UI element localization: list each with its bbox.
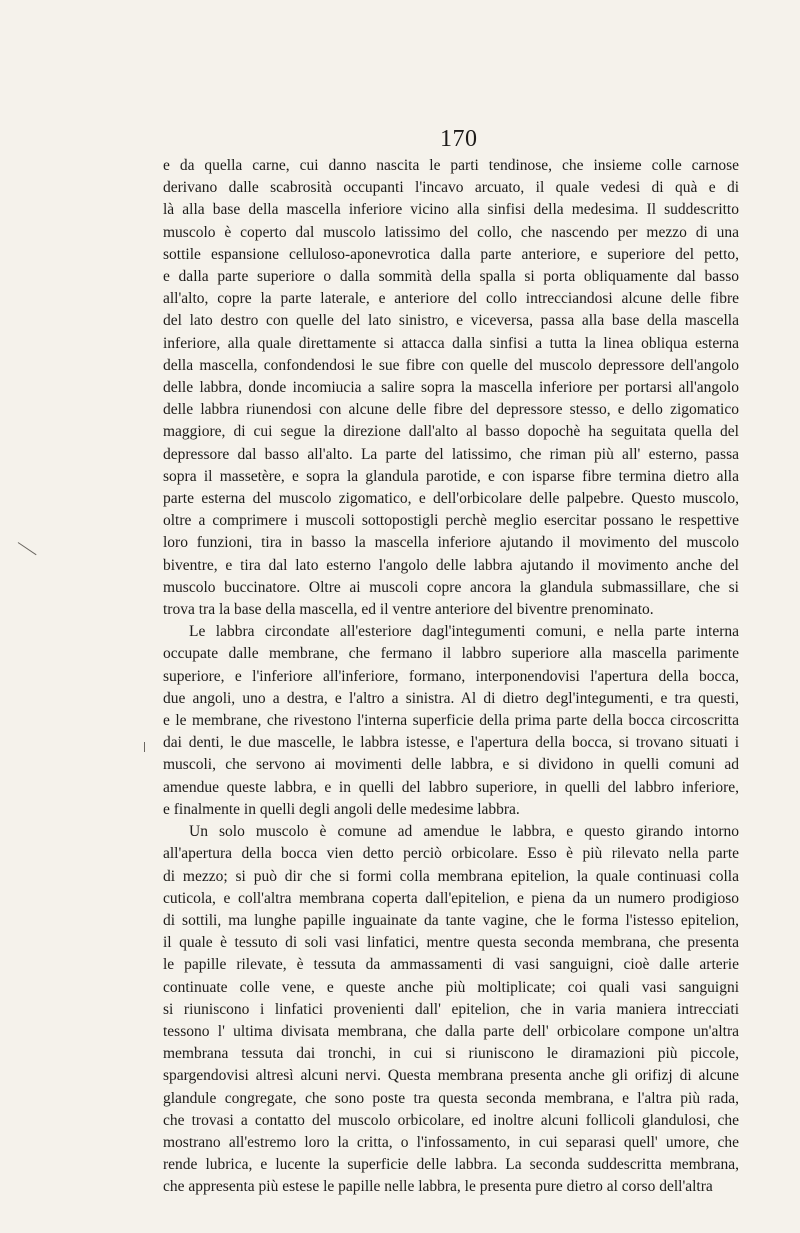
text-line: che trovasi a contatto del muscolo orbicolare, ed inoltre alcuni follicoli glandulosi, che bbox=[163, 1111, 739, 1129]
text-line: amendue queste labbra, e in quelli del labbro superiore, in quelli del labbro inferiore, bbox=[163, 778, 739, 796]
text-line: muscolo è coperto dal muscolo latissimo del collo, che nascendo per mezzo di una bbox=[163, 223, 739, 241]
text-line: derivano dalle scabrosità occupanti l'incavo arcuato, il quale vedesi di quà e di bbox=[163, 179, 739, 197]
text-line: e da quella carne, cui danno nascita le parti tendinose, che insieme colle carnose bbox=[163, 157, 739, 174]
text-line: rende lubrica, e lucente la superficie delle labbra. La seconda suddescritta membrana, bbox=[163, 1156, 739, 1174]
text-line: delle labbra, donde incomiucia a salire sopra la mascella inferiore per portarsi all'angolo bbox=[163, 379, 739, 397]
text-line: si riuniscono i linfatici provenienti dall' epitelion, che in varia maniera intrecciati bbox=[163, 1000, 739, 1018]
text-line: due angoli, uno a destra, e l'altro a sinistra. Al di dietro degl'integumenti, e tra questi, bbox=[163, 689, 739, 707]
text-line: spargendovisi altresì alcuni nervi. Questa membrana presenta anche gli orifizj di alcune bbox=[163, 1067, 739, 1085]
text-line: e le membrane, che rivestono l'interna superficie della prima parte della bocca circoscritta bbox=[163, 712, 739, 730]
text-line: all'alto, copre la parte laterale, e anteriore del collo intrecciandosi alcune delle fibre bbox=[163, 290, 739, 308]
text-line: tessono l' ultima divisata membrana, che dalla parte dell' orbicolare compone un'altra bbox=[163, 1022, 739, 1040]
text-line: delle labbra riunendosi con alcune delle fibre del depressore stesso, e dello zigomatico bbox=[163, 401, 739, 419]
text-line: Un solo muscolo è comune ad amendue le labbra, e questo girando intorno bbox=[189, 823, 739, 841]
text-line: della mascella, confondendosi le sue fibre con quelle del muscolo depressore dell'angolo bbox=[163, 356, 739, 374]
text-line: sopra il massetère, e sopra la glandula parotide, e con isparse fibre termina dietro alla bbox=[163, 467, 739, 485]
text-line: il quale è tessuto di soli vasi linfatici, mentre questa seconda membrana, che presenta bbox=[163, 934, 739, 952]
text-line: dai denti, le due mascelle, le labbra istesse, e l'apertura della bocca, si trovano situati i bbox=[163, 734, 739, 752]
text-line: loro funzioni, tira in basso la mascella inferiore ajutando il movimento del muscolo bbox=[163, 534, 739, 552]
text-line: di sottili, ma lunghe papille inguainate da tante vagine, che le forma l'istesso epitelion, bbox=[163, 911, 739, 929]
text-line: biventre, e tira dal lato esterno l'angolo delle labbra ajutando il movimento anche del bbox=[163, 556, 739, 574]
text-line: muscoli, che servono ai movimenti delle labbra, e si dividono in quelli comuni ad bbox=[163, 756, 739, 774]
text-line: del lato destro con quelle del lato sinistro, e viceversa, passa alla base della mascella bbox=[163, 312, 739, 330]
paragraph-1 bbox=[163, 155, 739, 621]
body-text bbox=[163, 155, 739, 1199]
text-line: le papille rilevate, è tessuta da ammassamenti di vasi sanguigni, cioè dalle arterie bbox=[163, 956, 739, 974]
text-line: all'apertura della bocca vien detto perciò orbicolare. Esso è più rilevato nella parte bbox=[163, 845, 739, 863]
text-line: maggiore, di cui segue la direzione dall'alto al basso dopochè ha seguitata quella del bbox=[163, 423, 739, 441]
text-line: Le labbra circondate all'esteriore dagl'integumenti comuni, e nella parte interna bbox=[189, 623, 739, 641]
paragraph-3 bbox=[163, 821, 739, 1198]
text-line: e finalmente in quelli degli angoli delle medesime labbra. bbox=[163, 800, 520, 818]
text-line: superiore, e l'inferiore all'inferiore, formano, interponendovisi l'apertura della bocca, bbox=[163, 667, 739, 685]
text-line: e dalla parte superiore o dalla sommità della spalla si porta obliquamente dal basso bbox=[163, 268, 739, 286]
text-line: muscolo buccinatore. Oltre ai muscoli copre ancora la glandula submassillare, che si bbox=[163, 578, 739, 596]
text-line: trova tra la base della mascella, ed il ventre anteriore del biventre prenominato. bbox=[163, 601, 654, 619]
text-line: occupate dalle membrane, che fermano il labbro superiore alla mascella parimente bbox=[163, 645, 739, 663]
text-line: sottile espansione celluloso-aponevrotica dalla parte anteriore, e superiore del petto, bbox=[163, 245, 739, 263]
text-line: parte esterna del muscolo zigomatico, e dell'orbicolare delle palpebre. Questo muscolo, bbox=[163, 490, 739, 508]
text-line: cuticola, e coll'altra membrana coperta dall'epitelion, e piena da un numero prodigioso bbox=[163, 889, 739, 907]
text-line: che appresenta più estese le papille nelle labbra, le presenta pure dietro al corso dell'altra bbox=[163, 1178, 713, 1196]
text-line: membrana tessuta dai tronchi, in cui si riuniscono le diramazioni più piccole, bbox=[163, 1045, 739, 1063]
margin-tick-mark bbox=[144, 742, 145, 752]
text-line: continuate colle vene, e queste anche più moltiplicate; coi quali vasi sanguigni bbox=[163, 978, 739, 996]
text-line: oltre a comprimere i muscoli sottopostigli perchè meglio esercitar possano le respettive bbox=[163, 512, 739, 530]
text-line: là alla base della mascella inferiore vicino alla sinfisi della medesima. Il suddescritto bbox=[163, 201, 739, 219]
text-line: depressore dal basso all'alto. La parte del latissimo, che riman più all' esterno, passa bbox=[163, 445, 739, 463]
page-number: 170 bbox=[440, 126, 478, 152]
text-line: inferiore, alla quale direttamente si attacca dalla sinfisi a tutta la linea obliqua esterna bbox=[163, 334, 739, 352]
margin-pen-mark bbox=[18, 542, 37, 555]
paragraph-2 bbox=[163, 621, 739, 821]
text-line: di mezzo; si può dir che si formi colla membrana epitelion, la quale continuasi colla bbox=[163, 867, 739, 885]
text-line: mostrano all'estremo loro la critta, o l'infossamento, in cui separasi quell' umore, che bbox=[163, 1133, 739, 1151]
text-line: glandule congregate, che sono poste tra questa seconda membrana, e l'altra più rada, bbox=[163, 1089, 739, 1107]
